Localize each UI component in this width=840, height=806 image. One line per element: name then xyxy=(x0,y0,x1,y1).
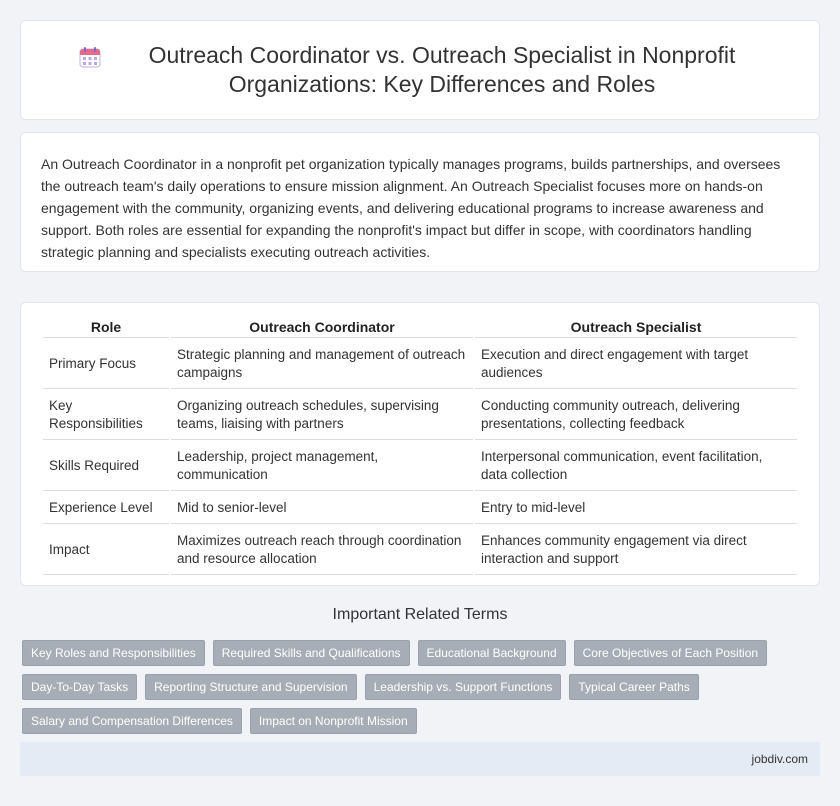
intro-card xyxy=(20,132,820,272)
table-row xyxy=(43,526,797,575)
table-row xyxy=(43,391,797,440)
coordinator-cell: Strategic planning and management of outreach campaigns xyxy=(171,340,473,389)
specialist-cell: Conducting community outreach, delivering presentations, collecting feedback xyxy=(475,391,797,440)
role-cell: Skills Required xyxy=(43,442,169,491)
related-terms-tags xyxy=(22,640,812,734)
intro-paragraph: An Outreach Coordinator in a nonprofit pet organization typically manages programs, builds partnerships, and oversees the outreach team's daily operations to ensure mission alignment. An Outreach Specialist focuses more on hands-on engagement with the community, organizing events, and delivering educational programs to increase awareness and support. Both roles are essential for expanding the nonprofit's impact but differ in scope, with coordinators handling strategic planning and specialists executing outreach activities. xyxy=(41,156,781,260)
header-card xyxy=(20,20,820,120)
tag-career-paths[interactable]: Typical Career Paths xyxy=(569,674,698,700)
coordinator-cell: Organizing outreach schedules, supervising teams, liaising with partners xyxy=(171,391,473,440)
comparison-table xyxy=(41,313,799,577)
related-terms-title: Important Related Terms xyxy=(332,606,508,623)
tag-day-to-day-tasks[interactable]: Day-To-Day Tasks xyxy=(22,674,137,700)
role-cell: Experience Level xyxy=(43,493,169,524)
calendar-icon xyxy=(78,45,102,69)
table-header-row xyxy=(43,315,797,338)
tag-core-objectives[interactable]: Core Objectives of Each Position xyxy=(574,640,767,666)
tag-key-roles[interactable]: Key Roles and Responsibilities xyxy=(22,640,205,666)
footer xyxy=(20,742,820,776)
role-cell: Impact xyxy=(43,526,169,575)
header-specialist: Outreach Specialist xyxy=(475,315,797,338)
tag-nonprofit-impact[interactable]: Impact on Nonprofit Mission xyxy=(250,708,417,734)
tag-leadership-vs-support[interactable]: Leadership vs. Support Functions xyxy=(365,674,562,700)
tag-salary-differences[interactable]: Salary and Compensation Differences xyxy=(22,708,242,734)
coordinator-cell: Maximizes outreach reach through coordination and resource allocation xyxy=(171,526,473,575)
role-cell: Key Responsibilities xyxy=(43,391,169,440)
specialist-cell: Enhances community engagement via direct interaction and support xyxy=(475,526,797,575)
header-role: Role xyxy=(43,315,169,338)
header-coordinator: Outreach Coordinator xyxy=(171,315,473,338)
comparison-table-card xyxy=(20,302,820,586)
tag-educational-background[interactable]: Educational Background xyxy=(418,640,566,666)
table-row xyxy=(43,493,797,524)
tag-required-skills[interactable]: Required Skills and Qualifications xyxy=(213,640,410,666)
table-row xyxy=(43,442,797,491)
tag-reporting-structure[interactable]: Reporting Structure and Supervision xyxy=(145,674,356,700)
table-row xyxy=(43,340,797,389)
title-wrap xyxy=(78,41,762,99)
specialist-cell: Entry to mid-level xyxy=(475,493,797,524)
coordinator-cell: Mid to senior-level xyxy=(171,493,473,524)
specialist-cell: Interpersonal communication, event facilitation, data collection xyxy=(475,442,797,491)
page-title: Outreach Coordinator vs. Outreach Specialist in Nonprofit Organizations: Key Differences and Roles xyxy=(148,42,736,97)
footer-site-link[interactable]: jobdiv.com xyxy=(751,752,808,766)
coordinator-cell: Leadership, project management, communication xyxy=(171,442,473,491)
specialist-cell: Execution and direct engagement with target audiences xyxy=(475,340,797,389)
role-cell: Primary Focus xyxy=(43,340,169,389)
